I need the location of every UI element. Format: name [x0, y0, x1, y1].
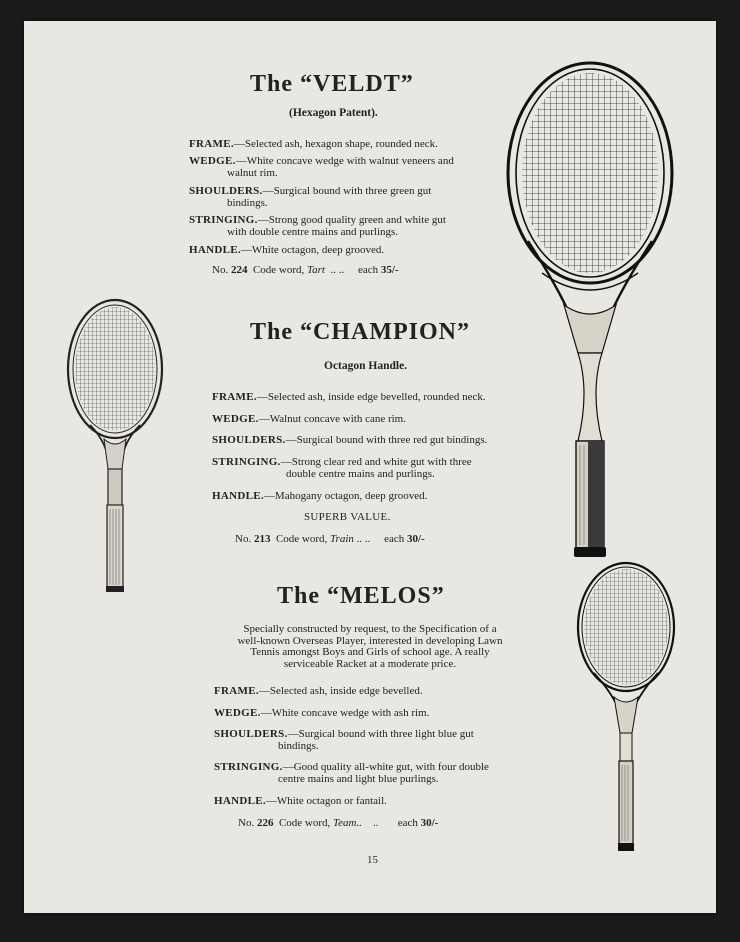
champion-price-line [235, 533, 425, 545]
melos-title: The “MELOS” [277, 583, 445, 609]
spec-label: STRINGING. [189, 214, 258, 226]
intro-line: Tennis amongst Boys and Girls of school age. A really [250, 646, 490, 658]
spec-label: FRAME. [212, 391, 257, 403]
spec-text: —White octagon, deep grooved. [240, 244, 385, 256]
catalogue-number: 213 [253, 533, 271, 545]
melos-racket-illustration [574, 561, 678, 855]
spec-continuation: bindings. [227, 197, 268, 209]
catalogue-number: 224 [230, 264, 248, 276]
champion-note: SUPERB VALUE. [304, 511, 391, 523]
spec-continuation: bindings. [278, 740, 319, 752]
spec-text: —Selected ash, inside edge bevelled. [258, 685, 423, 697]
each-label: each [384, 533, 405, 545]
price-amount: 30/- [420, 817, 439, 829]
spec-label: SHOULDERS. [212, 434, 286, 446]
melos-spec-frame [214, 685, 534, 697]
veldt-spec-shoulders [189, 185, 499, 209]
veldt-racket-illustration [502, 61, 678, 559]
spec-text: —Surgical bound with three red gut bindings. [285, 434, 488, 446]
leader-dots: .. [372, 817, 379, 829]
spec-text: —Surgical bound with three green gut [262, 185, 432, 197]
melos-spec-shoulders [214, 728, 534, 752]
each-label: each [397, 817, 418, 829]
spec-text: —Strong clear red and white gut with three [280, 456, 472, 468]
code-label: Code word, [275, 533, 328, 545]
intro-line: serviceable Racket at a moderate price. [283, 657, 457, 670]
champion-spec-shoulders [212, 434, 532, 446]
code-word: Train [330, 533, 354, 545]
leader-dots: .. .. [330, 264, 345, 276]
spec-text: —Walnut concave with cane rim. [258, 413, 406, 425]
spec-text: —Surgical bound with three light blue gut [287, 728, 474, 740]
champion-spec-handle [212, 490, 532, 502]
spec-label: STRINGING. [212, 456, 281, 468]
melos-intro [210, 624, 530, 670]
spec-label: SHOULDERS. [189, 185, 263, 197]
price-amount: 35/- [380, 264, 399, 276]
spec-label: HANDLE. [212, 490, 264, 502]
veldt-price-line [212, 264, 399, 276]
veldt-spec-stringing [189, 214, 499, 238]
spec-label: FRAME. [189, 138, 234, 150]
spec-label: HANDLE. [214, 795, 266, 807]
melos-spec-handle [214, 795, 534, 807]
code-label: Code word, [278, 817, 331, 829]
spec-continuation: double centre mains and purlings. [286, 468, 435, 480]
intro-line: well-known Overseas Player, interested in developing Lawn [237, 634, 503, 647]
melos-spec-wedge [214, 707, 534, 719]
melos-spec-stringing [214, 761, 534, 785]
spec-label: WEDGE. [189, 155, 236, 167]
code-word: Tart [307, 264, 325, 276]
spec-label: FRAME. [214, 685, 259, 697]
spec-continuation: walnut rim. [227, 167, 278, 179]
spec-text: —Good quality all-white gut, with four double [282, 761, 489, 773]
spec-continuation: with double centre mains and purlings. [227, 226, 399, 238]
spec-text: —White octagon or fantail. [265, 795, 387, 807]
spec-label: SHOULDERS. [214, 728, 288, 740]
price-amount: 30/- [407, 533, 425, 545]
champion-spec-frame [212, 391, 532, 403]
code-label: Code word, [252, 264, 305, 276]
spec-text: —White concave wedge with walnut veneers and [235, 155, 454, 167]
champion-title: The “CHAMPION” [250, 319, 470, 345]
code-word: Team.. [333, 817, 362, 829]
leader-dots: .. .. [356, 533, 371, 545]
veldt-spec-frame [189, 138, 495, 150]
spec-continuation: centre mains and light blue purlings. [278, 773, 439, 785]
champion-spec-stringing [212, 456, 532, 480]
veldt-title: The “VELDT” [250, 71, 414, 97]
champion-spec-wedge [212, 413, 532, 425]
spec-label: WEDGE. [214, 707, 261, 719]
spec-text: —White concave wedge with ash rim. [260, 707, 430, 719]
catalogue-number: 226 [256, 817, 274, 829]
champion-racket-illustration [64, 299, 164, 599]
spec-text: —Mahogany octagon, deep grooved. [263, 490, 428, 502]
spec-label: HANDLE. [189, 244, 241, 256]
catalogue-page [24, 21, 716, 913]
veldt-spec-handle [189, 244, 495, 256]
intro-line: Specially constructed by request, to the Specification of a [243, 623, 497, 635]
spec-label: STRINGING. [214, 761, 283, 773]
number-label: No. [235, 533, 252, 545]
spec-label: WEDGE. [212, 413, 259, 425]
each-label: each [357, 264, 379, 276]
veldt-spec-wedge [189, 155, 499, 179]
number-label: No. [212, 264, 229, 276]
melos-price-line [238, 817, 438, 829]
veldt-subtitle: (Hexagon Patent). [289, 107, 378, 119]
page-number: 15 [367, 854, 378, 866]
spec-text: —Selected ash, hexagon shape, rounded neck. [233, 138, 438, 150]
spec-text: —Selected ash, inside edge bevelled, rounded neck. [256, 391, 486, 403]
champion-subtitle: Octagon Handle. [324, 360, 408, 372]
number-label: No. [238, 817, 255, 829]
spec-text: —Strong good quality green and white gut [257, 214, 446, 226]
